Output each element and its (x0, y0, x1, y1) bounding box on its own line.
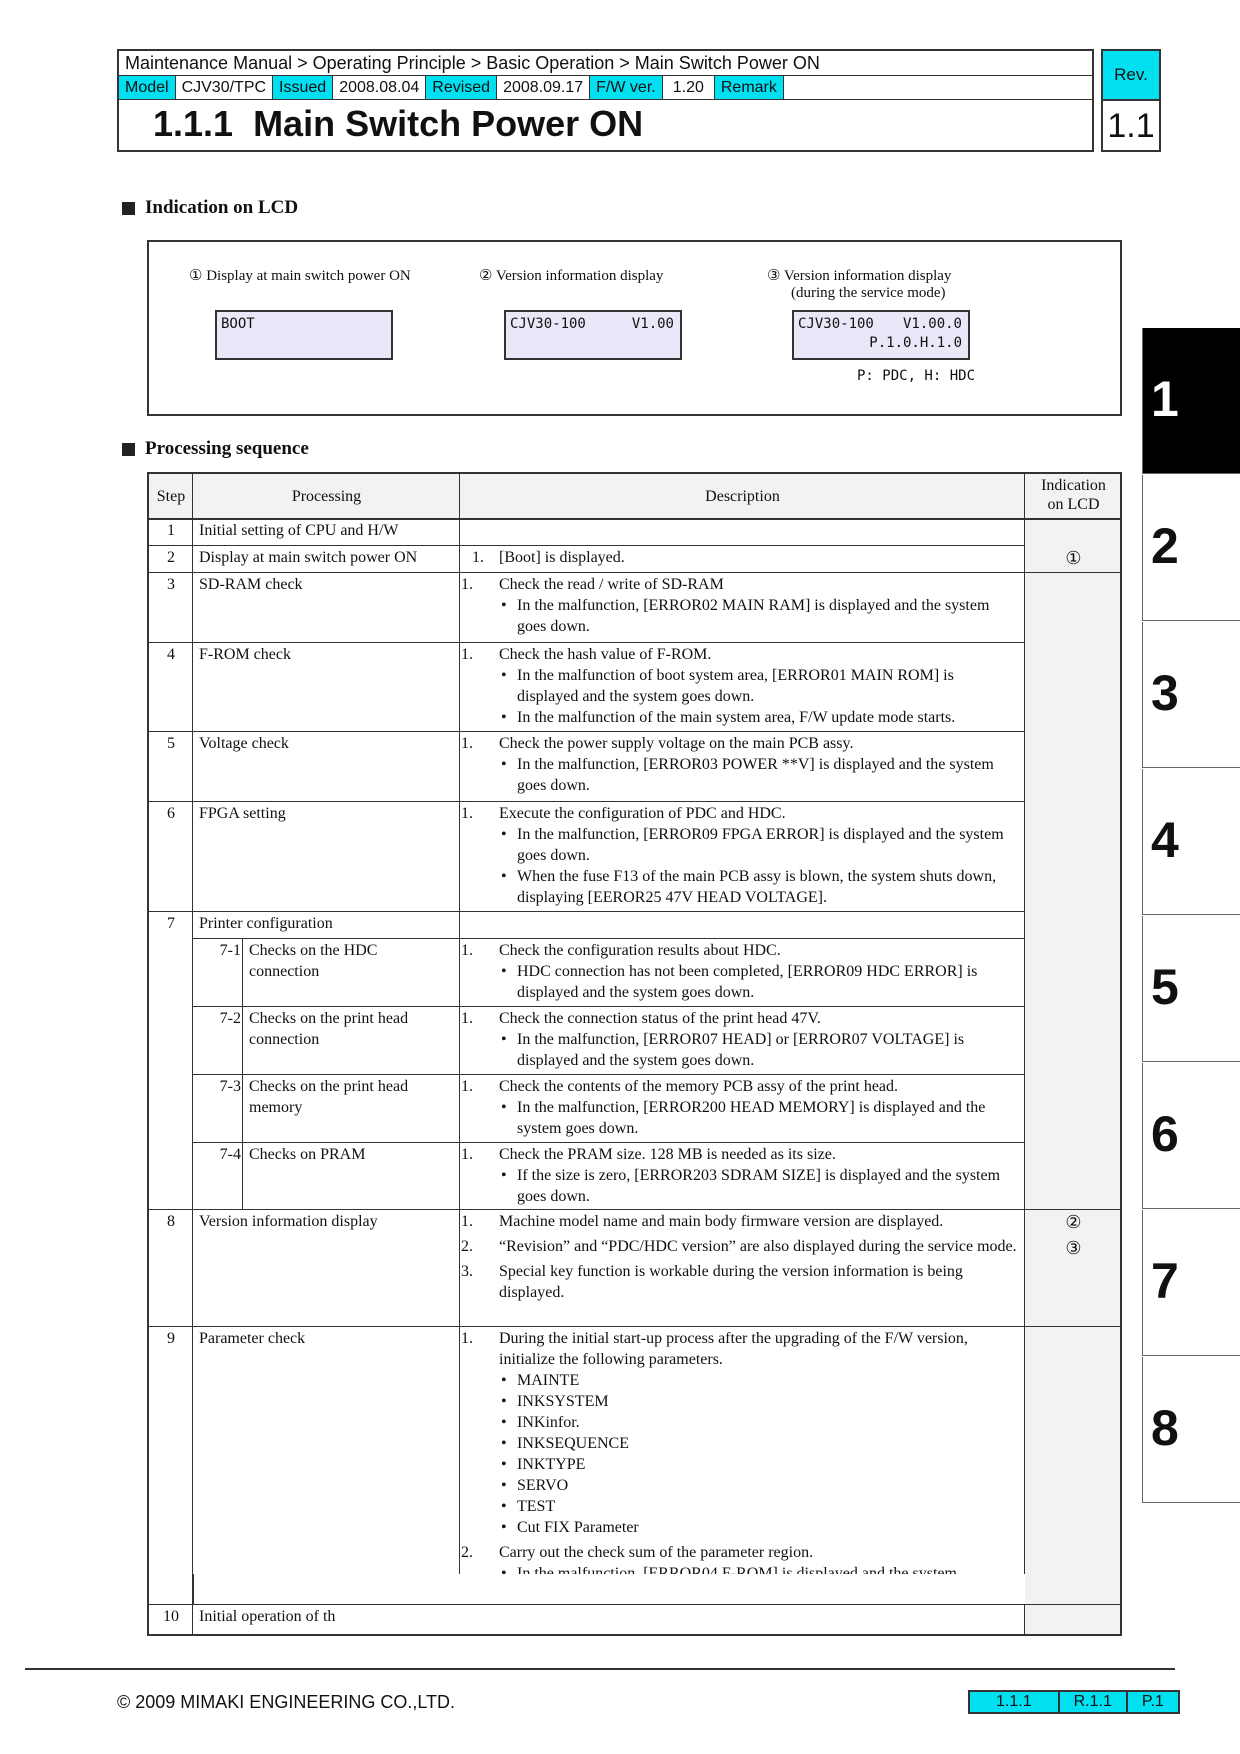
list-text: Check the contents of the memory PCB assy of the print head. (499, 1078, 899, 1095)
parameter-list (499, 1370, 1021, 1538)
step-number: 7 (167, 915, 175, 932)
page-cut-mask (193, 1574, 1025, 1604)
lcd-legend-note: P: PDC, H: HDC (857, 368, 976, 384)
description-text (461, 1076, 1019, 1139)
processing-text: Checks on the HDC connection (249, 942, 378, 980)
page-reference (968, 1690, 1180, 1714)
step-number: 4 (167, 646, 175, 663)
bullet-text: • In the malfunction of the main system area, F/W update mode starts. (499, 707, 1019, 728)
header-description: Description (705, 488, 780, 505)
footer-rule (25, 1668, 1175, 1670)
lcd-text: CJV30-100 (798, 316, 874, 332)
list-number: 1. (461, 646, 473, 663)
parameter-item: • SERVO (499, 1475, 1021, 1496)
fw-label: F/W ver. (590, 76, 663, 99)
breadcrumb: Maintenance Manual > Operating Principle > Basic Operation > Main Switch Power ON (125, 53, 820, 73)
header-step: Step (156, 488, 186, 505)
parameter-item: • INKSEQUENCE (499, 1433, 1021, 1454)
list-number: 1. (461, 805, 473, 822)
processing-text: SD-RAM check (199, 576, 303, 593)
processing-text: Voltage check (199, 735, 289, 752)
chapter-tab-4[interactable]: 4 (1142, 769, 1240, 915)
square-bullet-icon (122, 202, 135, 215)
step-number: 10 (163, 1608, 179, 1625)
list-number: 1. (461, 1330, 473, 1347)
list-text: Check the power supply voltage on the main PCB assy. (499, 735, 854, 752)
lcd-text: BOOT (221, 316, 255, 332)
description-text (461, 733, 1019, 796)
revised-value: 2008.09.17 (497, 76, 590, 99)
lcd-display-service-version (792, 310, 970, 360)
description-text (461, 940, 1019, 1003)
lcd-indicator: ③ (1065, 1238, 1082, 1258)
substep-number: 7-1 (219, 942, 241, 959)
square-bullet-icon (122, 443, 135, 456)
parameter-item: • TEST (499, 1496, 1021, 1517)
processing-text: FPGA setting (199, 805, 286, 822)
step-number: 9 (167, 1330, 175, 1347)
lcd-text: V1.00 (631, 316, 674, 332)
list-number: 1. (472, 549, 484, 566)
bullet-text: • In the malfunction, [ERROR09 FPGA ERROR] is displayed and the system goes down. (499, 824, 1019, 866)
header-indication-line2: on LCD (1047, 496, 1100, 513)
row-divider (149, 911, 1025, 912)
issued-label: Issued (273, 76, 333, 99)
list-text: “Revision” and “PDC/HDC version” are also displayed during the service mode. (499, 1238, 1017, 1255)
revision-label: Rev. (1103, 51, 1159, 101)
parameter-item: • MAINTE (499, 1370, 1021, 1391)
chapter-tab-8[interactable]: 8 (1142, 1357, 1240, 1503)
list-number: 1. (461, 735, 473, 752)
processing-text: Version information display (199, 1213, 378, 1230)
bullet-text: • HDC connection has not been completed, [ERROR09 HDC ERROR] is displayed and the system goes down. (499, 961, 1019, 1003)
substep-number: 7-2 (219, 1010, 241, 1027)
fw-value: 1.20 (663, 76, 715, 99)
processing-text: Checks on the print head memory (249, 1078, 409, 1116)
list-number: 2. (461, 1238, 473, 1255)
processing-sequence-table (147, 472, 1122, 1636)
footer-page: P.1 (1126, 1692, 1178, 1712)
revision-box (1101, 49, 1161, 152)
parameter-item: • INKinfor. (499, 1412, 1021, 1433)
bullet-text: • In the malfunction of boot system area, [ERROR01 MAIN ROM] is displayed and the system goes down. (499, 665, 1019, 707)
header-indication-line1: Indication (1041, 477, 1106, 494)
parameter-item: • INKTYPE (499, 1454, 1021, 1475)
list-text: Check the configuration results about HDC. (499, 942, 781, 959)
list-text: During the initial start-up process after the upgrading of the F/W version, initialize the following parameters. (499, 1330, 968, 1368)
row-divider (149, 572, 1120, 573)
sequence-heading-text: Processing sequence (145, 438, 309, 459)
description-text (461, 1144, 1019, 1207)
lcd-text: P.1.0.H.1.0 (869, 335, 962, 351)
description-text (461, 1328, 1021, 1584)
list-text: Special key function is workable during the version information is being displayed. (499, 1263, 963, 1301)
row-divider (193, 1006, 1025, 1007)
row-divider (149, 642, 1025, 643)
chapter-tab-7[interactable]: 7 (1142, 1210, 1240, 1356)
footer-revision: R.1.1 (1058, 1692, 1126, 1712)
document-header (117, 49, 1094, 152)
substep-number: 7-3 (219, 1078, 241, 1095)
bullet-text: • In the malfunction, [ERROR200 HEAD MEMORY] is displayed and the system goes down. (499, 1097, 1019, 1139)
bullet-text: • If the size is zero, [ERROR203 SDRAM SIZE] is displayed and the system goes down. (499, 1165, 1019, 1207)
row-divider (149, 731, 1025, 732)
indication-column-bg (1025, 474, 1122, 1634)
footer-section: 1.1.1 (970, 1692, 1058, 1712)
substep-number: 7-4 (219, 1146, 241, 1163)
issued-value: 2008.08.04 (333, 76, 426, 99)
list-number: 1. (461, 1213, 473, 1230)
processing-text: Initial setting of CPU and H/W (199, 522, 399, 539)
lcd-indication-panel (147, 240, 1122, 416)
processing-text: Display at main switch power ON (199, 549, 418, 566)
description-text (461, 1211, 1019, 1303)
lcd-text: V1.00.0 (902, 316, 962, 332)
processing-text: Checks on PRAM (249, 1146, 366, 1163)
list-text: Check the connection status of the print head 47V. (499, 1010, 821, 1027)
copyright: © 2009 MIMAKI ENGINEERING CO.,LTD. (117, 1692, 456, 1712)
lcd-caption-2: ② Version information display (479, 268, 664, 284)
lcd-caption-3: ③ Version information display (767, 268, 952, 284)
step-number: 5 (167, 735, 175, 752)
list-text: Check the read / write of SD-RAM (499, 576, 724, 593)
list-number: 3. (461, 1263, 473, 1280)
revision-value: 1.1 (1107, 107, 1155, 145)
description-text (461, 803, 1019, 908)
model-value: CJV30/TPC (176, 76, 273, 99)
revised-label: Revised (426, 76, 497, 99)
remark-label: Remark (715, 76, 784, 99)
chapter-tab-3[interactable]: 3 (1142, 622, 1240, 768)
parameter-item: • INKSYSTEM (499, 1391, 1021, 1412)
processing-text: Checks on the print head connection (249, 1010, 409, 1048)
list-number: 1. (461, 1078, 473, 1095)
bullet-text: • When the fuse F13 of the main PCB assy is blown, the system shuts down, displaying [EEROR25 47V HEAD VOLTAGE]. (499, 866, 1019, 908)
sequence-section-heading (122, 438, 309, 460)
list-text: Check the PRAM size. 128 MB is needed as its size. (499, 1146, 836, 1163)
chapter-tab-5[interactable]: 5 (1142, 916, 1240, 1062)
list-text: Machine model name and main body firmware version are displayed. (499, 1213, 944, 1230)
header-indication (1025, 476, 1122, 514)
chapter-tab-6[interactable]: 6 (1142, 1063, 1240, 1209)
row-divider (149, 1326, 1120, 1327)
page-cut-mask (359, 1605, 879, 1636)
parameter-item: • Cut FIX Parameter (499, 1517, 1021, 1538)
chapter-tab-1[interactable]: 1 (1142, 328, 1240, 474)
row-divider (149, 1209, 1120, 1210)
bullet-text: • In the malfunction, [ERROR03 POWER **V] is displayed and the system goes down. (499, 754, 1019, 796)
processing-text: Parameter check (199, 1330, 306, 1347)
lcd-section-heading (122, 197, 298, 219)
list-number: 1. (461, 576, 473, 593)
lcd-display-version (504, 310, 682, 360)
lcd-indicator: ② (1065, 1212, 1082, 1232)
list-number: 1. (461, 1010, 473, 1027)
step-number: 8 (167, 1213, 175, 1230)
header-processing: Processing (291, 488, 362, 505)
list-text: Check the hash value of F-ROM. (499, 646, 712, 663)
bullet-text: • In the malfunction, [ERROR07 HEAD] or [ERROR07 VOLTAGE] is displayed and the system goes down. (499, 1029, 1019, 1071)
list-text: Execute the configuration of PDC and HDC. (499, 805, 786, 822)
processing-text: Initial operation of th (199, 1608, 336, 1625)
list-number: 1. (461, 942, 473, 959)
model-label: Model (119, 76, 176, 99)
row-divider (193, 1074, 1025, 1075)
step-number: 1 (167, 522, 175, 539)
description-text (461, 574, 1019, 637)
processing-text: F-ROM check (199, 646, 291, 663)
step-number: 6 (167, 805, 175, 822)
description-text (461, 1008, 1019, 1071)
row-divider (149, 545, 1025, 546)
page-title: 1.1.1 Main Switch Power ON (153, 103, 644, 144)
lcd-caption-1: ① Display at main switch power ON (189, 268, 411, 284)
lcd-indicator: ① (1065, 548, 1082, 568)
list-number: 2. (461, 1544, 473, 1561)
description-text (461, 644, 1019, 728)
processing-text: Printer configuration (199, 915, 333, 932)
step-number: 2 (167, 549, 175, 566)
lcd-caption-3-sub: (during the service mode) (791, 285, 946, 301)
row-divider (193, 938, 1025, 939)
document-meta-row (119, 75, 1092, 100)
row-divider (193, 1142, 1025, 1143)
list-text: [Boot] is displayed. (499, 549, 625, 566)
lcd-display-boot (215, 310, 393, 360)
row-divider (149, 801, 1025, 802)
list-text: Carry out the check sum of the parameter region. (499, 1544, 814, 1561)
lcd-heading-text: Indication on LCD (145, 197, 299, 218)
list-number: 1. (461, 1146, 473, 1163)
lcd-text: CJV30-100 (510, 316, 586, 332)
chapter-tab-2[interactable]: 2 (1142, 475, 1240, 621)
step-number: 3 (167, 576, 175, 593)
substep-divider (242, 938, 243, 1209)
bullet-text: • In the malfunction, [ERROR02 MAIN RAM] is displayed and the system goes down. (499, 595, 1019, 637)
